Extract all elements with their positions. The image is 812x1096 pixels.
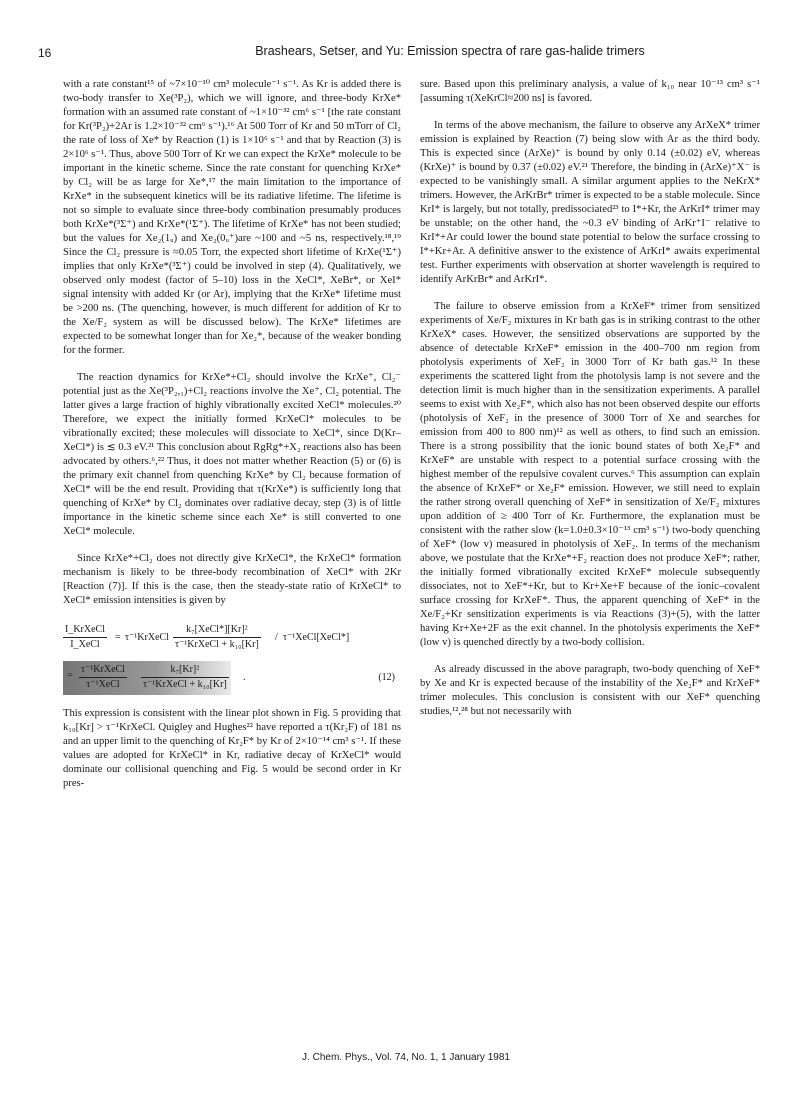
eq-fraction-2-numerator: τ⁻¹KrXeCl: [79, 663, 127, 678]
paragraph-left-4: This expression is consistent with the linear plot shown in Fig. 5 providing that k₁₀[Kr] > τ⁻¹KrXeCl. Quigley and Hughes²² have reported a τ(Kr₂F) of 181 ns and an upper limit to the quenching of Kr₂F* by Kr of 2×10⁻¹⁴ cm³ s⁻¹. If these values are adopted for KrXeCl* in Kr, radiative decay of KrXeCl* would dominate our collisional quenching and Fig. 5 would be second order in Kr pres-: [63, 708, 401, 789]
eq-fraction-2: [79, 663, 127, 692]
eq-lhs-denominator: I_XeCl: [70, 639, 100, 650]
paragraph-right-4: As already discussed in the above paragraph, two-body quenching of XeF* by Xe and Kr is expected because of the instability of the Xe₂F* and KrXeF* trimer molecules. This conclusion is consistent with our XeF* quenching studies,¹²,²⁸ but not necessarily with: [420, 664, 760, 717]
paragraph-right-2: In terms of the above mechanism, the failure to observe any ArXeX* trimer emission is explained by Reaction (7) being slow with Ar as the third body. This is expected since (ArXe)⁺ is bound by only 0.14 (±0.02) eV, whereas (KrXe)⁺ is bound by 0.37 (±0.02) eV.²¹ Therefore, the binding in (ArXe)⁺X⁻ is expected to be vanishingly small. A similar argument applies to the NeKrX* trimers. However, the ArKrBr* trimer is expected to be a stable molecule. Since KrI* is largely, but not totally, predissociated²³ to I*+Kr, the ArKrI* trimer may be unstable; on the other hand, the ~0.3 eV binding of ArKr⁺I⁻ relative to KrI*+Ar could lower the bound state potential to below the surface crossing to I*+Kr+Ar. A definitive answer to the existence of ArKrI* awaits experimental test. Further experiments with observation at shorter wavelength is required to identify ArKrBr* and ArKrI*.: [420, 120, 760, 285]
eq-period: .: [243, 672, 246, 683]
eq-lhs-fraction: [63, 623, 107, 652]
right-column: [420, 78, 760, 732]
journal-citation-footer: J. Chem. Phys., Vol. 74, No. 1, 1 January 1981: [302, 1052, 510, 1063]
page-number: 16: [38, 46, 52, 60]
paragraph-left-1: with a rate constant¹⁵ of ~7×10⁻¹⁰ cm³ molecule⁻¹ s⁻¹. As Kr is added there is two-body transfer to Xe(³P₂), which we will ignore, and three-body KrXe* formation with an assumed rate constant of ~1×10⁻³² cm⁶ s⁻¹ [the rate constant for Kr(³P₂)+2Ar is 1.2×10⁻³² cm⁶ s⁻¹).¹⁶ At 500 Torr of Kr and 50 mTorr of Cl₂ the rate of loss of Xe* by Reaction (1) is 1×10⁶ s⁻¹ and that by Reaction (3) is 2×10⁶ s⁻¹. Thus, above 500 Torr of Kr we can expect the KrXe* molecule to be important in the kinetic scheme. Since the rate constant for quenching KrXe* by Cl₂ will be as large for Xe*,¹⁷ the main limitation to the importance of KrXe* in the subsequent kinetics will be its radiative lifetime. The lifetime is not so simple to evaluate since three-body combination presumably produces both KrXe*(³Σ⁺) and KrXe*(¹Σ⁺). The lifetime of KrXe* has not been studied; but the values for Xe₂(1ᵤ) and Xe₂(0ᵤ⁺)are ~100 and ~5 ns, respectively.¹⁸,¹⁹ Since the Cl₂ pressure is ≈0.05 Torr, the expected short lifetime of KrXe(¹Σ⁺) implies that only KrXe*(³Σ⁺) could be involved in step (4). Qualitatively, we observed only modest (factor of 5–10) loss in the XeCl*, XeBr*, or XeI* signal intensity with added Kr (or Ar), implying that the KrXe* lifetime must be >200 ns. (The quenching, however, is much different for addition of Kr to the Xe/F₂ system as will be discussed below). The KrXe* lifetimes are expected to be somewhat longer than for Xe₂*, because of the weaker bonding for the former.: [63, 79, 401, 356]
running-title: Brashears, Setser, and Yu: Emission spectra of rare gas-halide trimers: [255, 44, 645, 58]
eq-coefficient: τ⁻¹KrXeCl: [125, 632, 169, 643]
eq-equals-2: =: [67, 670, 73, 681]
eq-lhs-numerator: I_KrXeCl: [63, 623, 107, 638]
eq-tail: τ⁻¹XeCl[XeCl*]: [283, 632, 350, 643]
equation-12: [63, 621, 401, 699]
eq-slash: /: [275, 632, 278, 643]
equation-number: (12): [378, 672, 395, 683]
eq-fraction-3-denominator: τ⁻¹KrXeCl + k₁₀[Kr]: [143, 679, 227, 690]
eq-fraction-1-denominator: τ⁻¹KrXeCl + k₁₀[Kr]: [175, 639, 259, 650]
eq-fraction-2-denominator: τ⁻¹XeCl: [86, 679, 120, 690]
eq-fraction-1-numerator: k₇[XeCl*][Kr]²: [173, 623, 261, 638]
eq-fraction-3: [141, 663, 229, 692]
paragraph-left-3: Since KrXe*+Cl₂ does not directly give KrXeCl*, the KrXeCl* formation mechanism is likely to be three-body recombination of XeCl* with 2Kr [Reaction (7)]. If this is the case, then the steady-state ratio of KrXeCl* to XeCl* emission intensities is given by: [63, 553, 401, 606]
eq-fraction-3-numerator: k₇[Kr]²: [141, 663, 229, 678]
paragraph-right-1: sure. Based upon this preliminary analysis, a value of k₁₀ near 10⁻¹³ cm³ s⁻¹ [assuming τ(XeKrCl≈200 ns] is favored.: [420, 79, 760, 104]
paragraph-left-2: The reaction dynamics for KrXe*+Cl₂ should involve the KrXe⁺, Cl₂⁻ potential just as the Xe(³P₂,₁)+Cl₂ reactions involve the Xe⁺, Cl₂ potential. The latter gives a large fraction of highly vibrationally excited XeCl* molecules.²⁰ Therefore, we expect the initially formed KrXeCl* molecules to be vibrationally excited; these molecules will dissociate to XeCl*, since D(Kr–XeCl*) is ≲ 0.3 eV.²¹ This conclusion about RgRg*+X₂ reactions also has been advocated by others.⁶,²² Thus, it does not matter whether Reaction (5) or (6) is the primary exit channel from quenching KrXe* by Cl₂ because formation of XeCl* will be the end result. Providing that τ(KrXe*) is sufficiently long that quenching of KrXe* by Cl₂ dominates over radiative decay, step (3) is of little importance in the kinetic scheme since each Xe* is still converted to one XeCl* molecule.: [63, 372, 401, 537]
paragraph-right-3: The failure to observe emission from a KrXeF* trimer from sensitized experiments of Xe/F₂ mixtures in Kr bath gas is in striking contrast to the other KrXeX* cases. However, the sensitized observations are supported by the absence of detectable KrXeF* emission in the 400–700 nm region from photolysis experiments of XeF₂ in 3000 Torr of Kr bath gas.¹² In these experiments the scattered light from the photolysis lamp is not severe and the detection limit is much higher than in the sensitization experiments. A parallel seems to exist with Xe₂F*, which also has not been observed despite our efforts (photolysis of XeF₂ in the presence of 3000 Torr of Xe and searches for emission from 400 to 800 nm)¹² as well as others, to find such an emission. There is a strong possibility that the ionic bound states of both Xe₂F* and KrXeF* are unstable with respect to a potential surface crossing with the highest member of the repulsive covalent curves.⁶ This assumption can explain the absence of KrXeF* or Xe₂F* emission. However, we still need to explain the rather strong overall quenching of XeF* in sensitization of Xe/F₂ mixtures upon addition of ≥ 400 Torr of Kr. Furthermore, the explanation must be consistent with the rather slow (k=1.0±0.3×10⁻¹³ cm³ s⁻¹) two-body quenching of XeF* (low v) measured in photolysis of XeF₂. In terms of the mechanism above, we postulate that the KrXe*+F₂ reaction does not produce XeF*; rather, the initially formed vibrationally excited KrXeF* molecule subsequently dissociates, not to XeF*+Kr, but to Kr+Xe+F because of the ionic–covalent surface crossing for KrXeF*. Thus, the apparent quenching of XeF* in the Xe/F₂+Kr sensitization experiments is via Reactions (3)+(5), with the latter having Kr+Xe+2F as the exit channel. In the photolysis experiments the XeF* (low v) is quenched directly by a two-body collision.: [420, 301, 760, 648]
eq-equals-1: =: [115, 632, 121, 643]
eq-fraction-1: [173, 623, 261, 652]
left-column: [63, 78, 401, 804]
